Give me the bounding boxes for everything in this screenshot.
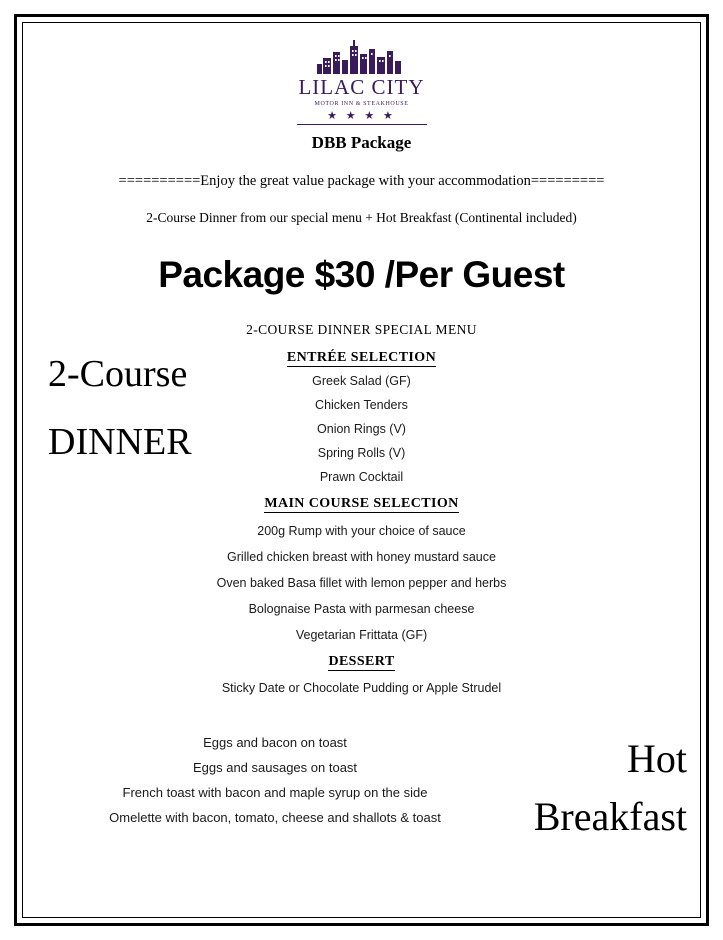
list-item: Greek Salad (GF) — [312, 374, 411, 388]
main-course-heading-text: MAIN COURSE SELECTION — [264, 496, 459, 511]
list-item: Grilled chicken breast with honey mustard sauce — [227, 550, 496, 564]
breakfast-side-label-line1: Hot — [627, 736, 687, 781]
breakfast-section — [30, 735, 693, 865]
list-item: Sticky Date or Chocolate Pudding or Apple Strudel — [221, 681, 502, 695]
list-item: Spring Rolls (V) — [317, 446, 406, 460]
package-price: Package $30 /Per Guest — [158, 254, 565, 295]
dessert-heading-text: DESSERT — [328, 654, 395, 669]
list-item: Omelette with bacon, tomato, cheese and shallots & toast — [109, 810, 441, 825]
list-item: Oven baked Basa fillet with lemon pepper and herbs — [216, 576, 507, 590]
list-item: French toast with bacon and maple syrup on the side — [122, 785, 428, 800]
main-course-heading — [30, 496, 693, 512]
list-item: Eggs and bacon on toast — [203, 735, 347, 750]
brand-divider — [297, 124, 427, 125]
list-item: Onion Rings (V) — [317, 422, 406, 436]
brand-stars: ★ ★ ★ ★ — [327, 110, 396, 122]
list-item: 200g Rump with your choice of sauce — [257, 524, 466, 538]
list-item: Chicken Tenders — [315, 398, 408, 412]
entree-heading-text: ENTRÉE SELECTION — [286, 350, 437, 365]
package-title: DBB Package — [311, 133, 412, 152]
list-item: Vegetarian Frittata (GF) — [295, 628, 428, 642]
list-item: Eggs and sausages on toast — [192, 760, 358, 775]
dinner-side-label-line1: 2-Course — [48, 353, 188, 395]
package-subline: 2-Course Dinner from our special menu + Hot Breakfast (Continental included) — [146, 210, 577, 225]
dinner-side-label-line2: DINNER — [48, 421, 192, 463]
brand-tagline: MOTOR INN & STEAKHOUSE — [314, 101, 409, 107]
list-item: Bolognaise Pasta with parmesan cheese — [248, 602, 475, 616]
brand-logo — [30, 40, 693, 125]
page-content — [30, 30, 693, 910]
brand-name: LILAC CITY — [298, 75, 425, 99]
breakfast-item-list — [60, 735, 490, 825]
dessert-heading — [30, 654, 693, 670]
menu-title: 2-COURSE DINNER SPECIAL MENU — [246, 322, 477, 337]
breakfast-side-label-line2: Breakfast — [533, 794, 687, 839]
city-skyline-icon — [30, 40, 693, 74]
list-item: Prawn Cocktail — [319, 470, 404, 484]
package-tagline: ==========Enjoy the great value package with your accommodation========= — [118, 173, 605, 189]
